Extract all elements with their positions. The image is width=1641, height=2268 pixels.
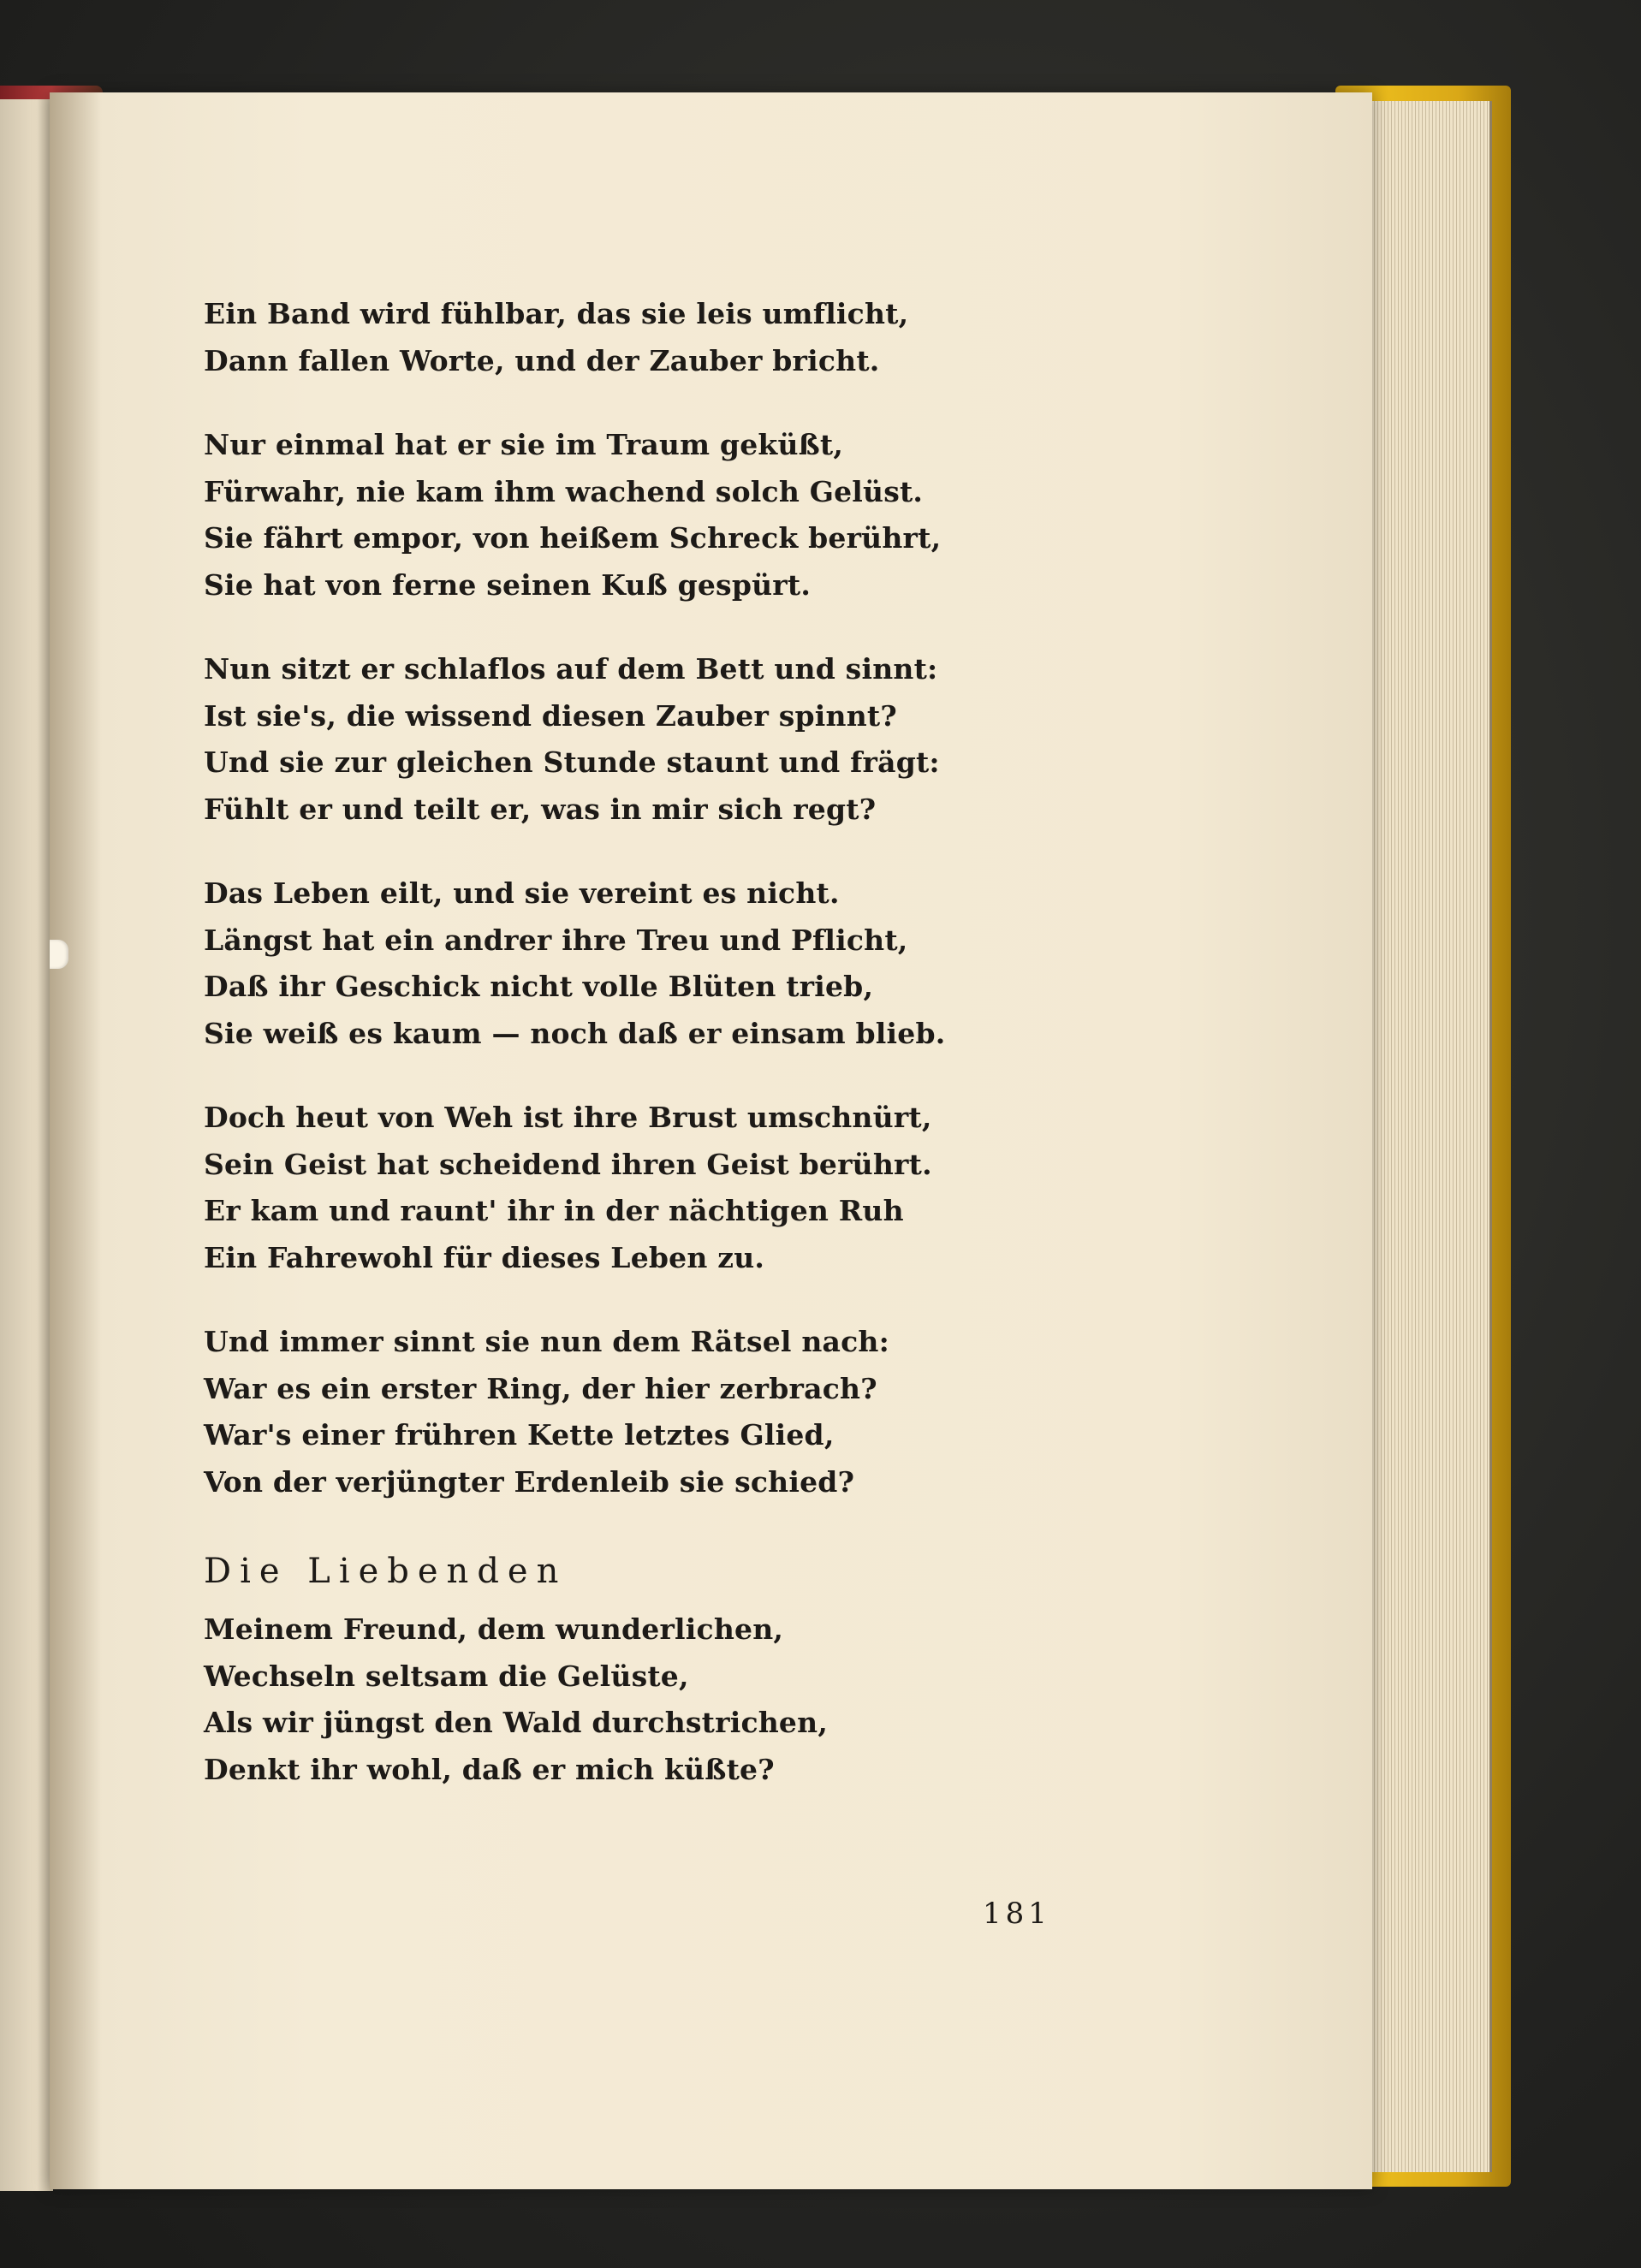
stanza bbox=[204, 1606, 1060, 1793]
gutter-shadow bbox=[50, 92, 101, 2189]
poem-text bbox=[204, 291, 1060, 1831]
poem-line: Meinem Freund, dem wunderlichen, bbox=[204, 1612, 784, 1646]
poem-line: Nun sitzt er schlaflos auf dem Bett und sinnt: bbox=[204, 652, 938, 686]
stanza bbox=[204, 422, 1060, 609]
poem-line: Ist sie's, die wissend diesen Zauber spinnt? bbox=[204, 698, 897, 733]
poem-line: Sie weiß es kaum — noch daß er einsam blieb. bbox=[204, 1016, 946, 1050]
poem-line: Daß ihr Geschick nicht volle Blüten trieb, bbox=[204, 970, 874, 1003]
poem-line: Sie hat von ferne seinen Kuß gespürt. bbox=[204, 567, 812, 602]
poem-line: Fürwahr, nie kam ihm wachend solch Gelüst. bbox=[204, 474, 924, 508]
page-edges bbox=[1361, 101, 1492, 2172]
poem-line: Längst hat ein andrer ihre Treu und Pflicht, bbox=[204, 923, 908, 957]
poem-heading: Die Liebenden bbox=[204, 1552, 568, 1591]
poem-line: Ein Band wird fühlbar, das sie leis umflicht, bbox=[204, 297, 909, 330]
poem-line: Das Leben eilt, und sie vereint es nicht. bbox=[204, 876, 840, 910]
poem-line: Wechseln seltsam die Gelüste, bbox=[204, 1659, 689, 1693]
book-page bbox=[50, 92, 1372, 2189]
poem-line: War's einer frühren Kette letztes Glied, bbox=[204, 1418, 835, 1452]
poem-line: Und sie zur gleichen Stunde staunt und frägt: bbox=[204, 745, 940, 779]
poem-line: Von der verjüngter Erdenleib sie schied? bbox=[204, 1464, 855, 1499]
stanza bbox=[204, 1095, 1060, 1281]
poem-line: Doch heut von Weh ist ihre Brust umschnürt, bbox=[204, 1101, 932, 1134]
poem-line: Fühlt er und teilt er, was in mir sich regt? bbox=[204, 792, 877, 826]
poem-line: Nur einmal hat er sie im Traum geküßt, bbox=[204, 428, 844, 461]
stanza bbox=[204, 291, 1060, 384]
poem-line: Sie fährt empor, von heißem Schreck berührt, bbox=[204, 521, 942, 555]
poem-line: Er kam und raunt' ihr in der nächtigen Ruh bbox=[204, 1194, 904, 1227]
poem-line: Als wir jüngst den Wald durchstrichen, bbox=[204, 1706, 829, 1739]
stanza bbox=[204, 870, 1060, 1057]
page-number: 181 bbox=[983, 1897, 1051, 1931]
stanza bbox=[204, 646, 1060, 833]
poem-line: Ein Fahrewohl für dieses Leben zu. bbox=[204, 1240, 765, 1274]
page-nick bbox=[50, 940, 68, 969]
left-page-edge bbox=[0, 94, 53, 2191]
poem-line: Sein Geist hat scheidend ihren Geist berührt. bbox=[204, 1147, 932, 1181]
stanza bbox=[204, 1319, 1060, 1505]
poem-line: Denkt ihr wohl, daß er mich küßte? bbox=[204, 1752, 775, 1786]
poem-line: Dann fallen Worte, und der Zauber bricht. bbox=[204, 343, 880, 377]
poem-line: Und immer sinnt sie nun dem Rätsel nach: bbox=[204, 1325, 889, 1358]
poem-line: War es ein erster Ring, der hier zerbrach? bbox=[204, 1371, 877, 1405]
